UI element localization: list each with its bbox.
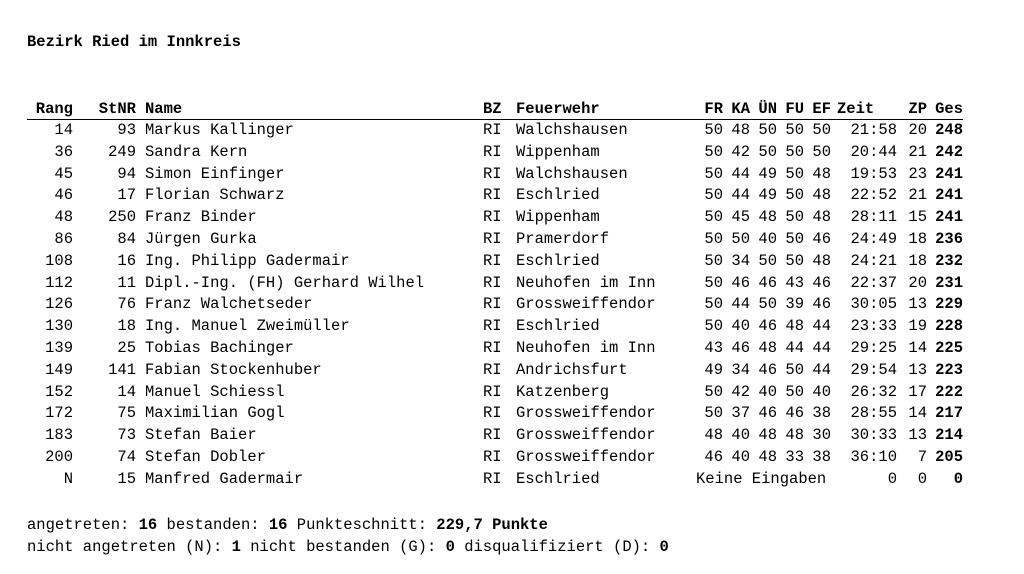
cell-rang: 200: [45, 447, 73, 466]
cell-ka: 40: [731, 447, 750, 466]
cell-zp: 23: [908, 164, 927, 183]
cell-zp: 18: [908, 251, 927, 270]
cell-name: Tobias Bachinger: [145, 338, 294, 357]
cell-zeit: 24:21: [850, 251, 897, 270]
cell-stnr: 17: [117, 186, 136, 205]
cell-zp: 17: [908, 382, 927, 401]
cell-ka: 34: [731, 251, 750, 270]
cell-bz: RI: [483, 164, 502, 183]
cell-bz: RI: [483, 317, 502, 336]
cell-feuerwehr: Eschlried: [516, 251, 600, 270]
cell-zeit: 28:55: [850, 404, 897, 423]
cell-ka: 44: [731, 295, 750, 314]
cell-un: 46: [758, 404, 777, 423]
cell-ges: 0: [953, 469, 963, 488]
table-row: [27, 120, 963, 142]
cell-un: 49: [758, 186, 777, 205]
table-row: [27, 382, 963, 404]
cell-ges: 228: [935, 317, 963, 336]
cell-fu: 50: [785, 229, 804, 248]
cell-name: Franz Walchetseder: [145, 295, 313, 314]
cell-ges: 205: [935, 447, 963, 466]
cell-fr: 50: [704, 404, 723, 423]
cell-rang: 149: [45, 360, 73, 379]
col-stnr-header: StNR: [73, 100, 136, 120]
cell-feuerwehr: Walchshausen: [516, 121, 628, 139]
cell-fr: 50: [704, 142, 723, 161]
cell-name: Markus Kallinger: [145, 121, 294, 139]
cell-fr: 48: [704, 426, 723, 445]
cell-rang: N: [63, 469, 73, 488]
cell-bz: RI: [483, 447, 502, 466]
punkteschnitt-value: 229,7 Punkte: [436, 516, 548, 534]
cell-zp: 13: [908, 295, 927, 314]
cell-fu: 50: [785, 360, 804, 379]
cell-ef: 38: [812, 447, 831, 466]
cell-fr: 49: [704, 360, 723, 379]
cell-ef: 30: [812, 426, 831, 445]
cell-un: 48: [758, 208, 777, 227]
cell-name: Dipl.-Ing. (FH) Gerhard Wilhel: [145, 273, 425, 292]
cell-ef: 44: [812, 317, 831, 336]
cell-ges: 231: [935, 273, 963, 292]
cell-ka: 44: [731, 164, 750, 183]
cell-bz: RI: [483, 142, 502, 161]
cell-ges: 241: [935, 164, 963, 183]
cell-feuerwehr: Eschlried: [516, 469, 600, 488]
cell-un: 48: [758, 426, 777, 445]
cell-fu: 48: [785, 426, 804, 445]
cell-zeit: 21:58: [850, 121, 897, 139]
cell-ef: 40: [812, 382, 831, 401]
cell-ef: 48: [812, 186, 831, 205]
cell-stnr: 73: [117, 426, 136, 445]
cell-zp: 20: [908, 273, 927, 292]
cell-status: Keine Eingaben: [696, 469, 827, 488]
cell-ka: 45: [731, 208, 750, 227]
cell-name: Jürgen Gurka: [145, 229, 257, 248]
cell-name: Stefan Dobler: [145, 447, 266, 466]
cell-name: Franz Binder: [145, 208, 257, 227]
cell-fr: 50: [704, 186, 723, 205]
cell-zeit: 28:11: [850, 208, 897, 227]
cell-feuerwehr: Eschlried: [516, 317, 600, 336]
col-ef-header: EF: [804, 100, 831, 120]
cell-zeit: 26:32: [850, 382, 897, 401]
summary-line-1: [27, 516, 548, 534]
cell-ges: 232: [935, 251, 963, 270]
cell-ka: 46: [731, 273, 750, 292]
col-feuerwehr-header: Feuerwehr: [508, 100, 696, 120]
cell-ef: 48: [812, 251, 831, 270]
cell-rang: 152: [45, 382, 73, 401]
nicht-bestanden-value: 0: [445, 538, 455, 556]
cell-zeit: 24:49: [850, 229, 897, 248]
cell-bz: RI: [483, 469, 502, 488]
cell-name: Manfred Gadermair: [145, 469, 304, 488]
cell-zeit: 36:10: [850, 447, 897, 466]
cell-un: 50: [758, 251, 777, 270]
cell-ef: 46: [812, 229, 831, 248]
cell-zp: 13: [908, 426, 927, 445]
cell-fu: 50: [785, 382, 804, 401]
cell-ka: 40: [731, 426, 750, 445]
cell-rang: 139: [45, 338, 73, 357]
cell-zp: 21: [908, 186, 927, 205]
cell-zp: 0: [917, 469, 927, 488]
table-row: [27, 273, 963, 295]
cell-rang: 86: [54, 229, 73, 248]
cell-feuerwehr: Grossweiffendor: [516, 295, 656, 314]
table-row: [27, 338, 963, 360]
cell-ka: 42: [731, 142, 750, 161]
cell-ef: 50: [812, 142, 831, 161]
cell-un: 46: [758, 273, 777, 292]
cell-ges: 217: [935, 404, 963, 423]
cell-ka: 42: [731, 382, 750, 401]
cell-fr: 43: [704, 338, 723, 357]
col-ges-header: Ges: [927, 100, 963, 120]
cell-feuerwehr: Neuhofen im Inn: [516, 273, 656, 292]
col-rang-header: Rang: [27, 100, 73, 120]
cell-bz: RI: [483, 273, 502, 292]
cell-ges: 248: [935, 121, 963, 139]
cell-ef: 48: [812, 208, 831, 227]
cell-zp: 21: [908, 142, 927, 161]
cell-un: 46: [758, 360, 777, 379]
cell-fr: 50: [704, 208, 723, 227]
cell-feuerwehr: Walchshausen: [516, 164, 628, 183]
cell-rang: 112: [45, 273, 73, 292]
cell-bz: RI: [483, 382, 502, 401]
cell-stnr: 94: [117, 164, 136, 183]
cell-name: Fabian Stockenhuber: [145, 360, 322, 379]
table-row: [27, 294, 963, 316]
table-row: [27, 360, 963, 382]
cell-fr: 50: [704, 273, 723, 292]
results-table: [27, 100, 963, 491]
cell-fu: 43: [785, 273, 804, 292]
summary-line-2: [27, 538, 669, 556]
cell-feuerwehr: Grossweiffendor: [516, 404, 656, 423]
table-row: [27, 207, 963, 229]
cell-fu: 46: [785, 404, 804, 423]
cell-ef: 48: [812, 164, 831, 183]
punkteschnitt-label: Punkteschnitt:: [287, 516, 437, 534]
cell-fr: 50: [704, 317, 723, 336]
cell-ges: 214: [935, 426, 963, 445]
cell-un: 48: [758, 447, 777, 466]
cell-zeit: 30:05: [850, 295, 897, 314]
cell-fr: 50: [704, 164, 723, 183]
cell-fu: 50: [785, 186, 804, 205]
table-header-row: [27, 100, 963, 120]
cell-rang: 108: [45, 251, 73, 270]
cell-ka: 48: [731, 121, 750, 139]
cell-ges: 229: [935, 295, 963, 314]
cell-un: 40: [758, 229, 777, 248]
cell-bz: RI: [483, 121, 502, 139]
cell-ges: 241: [935, 186, 963, 205]
cell-feuerwehr: Wippenham: [516, 208, 600, 227]
cell-un: 50: [758, 295, 777, 314]
cell-ef: 46: [812, 273, 831, 292]
results-body: [27, 120, 963, 491]
cell-zeit: 30:33: [850, 426, 897, 445]
cell-stnr: 74: [117, 447, 136, 466]
cell-bz: RI: [483, 404, 502, 423]
cell-bz: RI: [483, 295, 502, 314]
cell-name: Sandra Kern: [145, 142, 248, 161]
cell-rang: 48: [54, 208, 73, 227]
cell-ka: 46: [731, 338, 750, 357]
cell-bz: RI: [483, 186, 502, 205]
cell-ef: 44: [812, 338, 831, 357]
cell-stnr: 18: [117, 317, 136, 336]
cell-fu: 50: [785, 208, 804, 227]
col-fr-header: FR: [696, 100, 723, 120]
cell-rang: 36: [54, 142, 73, 161]
cell-fu: 33: [785, 447, 804, 466]
cell-bz: RI: [483, 426, 502, 445]
cell-stnr: 14: [117, 382, 136, 401]
cell-ges: 223: [935, 360, 963, 379]
disqualifiziert-value: 0: [659, 538, 669, 556]
cell-fr: 50: [704, 251, 723, 270]
cell-fr: 50: [704, 229, 723, 248]
cell-feuerwehr: Grossweiffendor: [516, 447, 656, 466]
table-row: [27, 251, 963, 273]
cell-name: Stefan Baier: [145, 426, 257, 445]
cell-name: Maximilian Gogl: [145, 404, 285, 423]
col-fu-header: FU: [777, 100, 804, 120]
table-row: [27, 316, 963, 338]
cell-ef: 50: [812, 121, 831, 139]
cell-rang: 172: [45, 404, 73, 423]
cell-stnr: 141: [108, 360, 136, 379]
cell-stnr: 250: [108, 208, 136, 227]
cell-ges: 225: [935, 338, 963, 357]
cell-ka: 44: [731, 186, 750, 205]
cell-fu: 50: [785, 164, 804, 183]
cell-rang: 46: [54, 186, 73, 205]
cell-rang: 126: [45, 295, 73, 314]
cell-un: 50: [758, 121, 777, 139]
cell-fu: 48: [785, 317, 804, 336]
page-title: Bezirk Ried im Innkreis: [27, 33, 241, 51]
col-un-header: ÜN: [750, 100, 777, 120]
cell-ef: 44: [812, 360, 831, 379]
cell-fu: 44: [785, 338, 804, 357]
cell-stnr: 249: [108, 142, 136, 161]
cell-ka: 50: [731, 229, 750, 248]
cell-zp: 14: [908, 404, 927, 423]
table-row: [27, 403, 963, 425]
cell-stnr: 25: [117, 338, 136, 357]
col-zp-header: ZP: [897, 100, 927, 120]
cell-fu: 50: [785, 142, 804, 161]
cell-fu: 50: [785, 251, 804, 270]
cell-name: Manuel Schiessl: [145, 382, 285, 401]
col-ka-header: KA: [723, 100, 750, 120]
cell-ges: 236: [935, 229, 963, 248]
cell-feuerwehr: Andrichsfurt: [516, 360, 628, 379]
table-row: [27, 164, 963, 186]
cell-stnr: 84: [117, 229, 136, 248]
bestanden-label: bestanden:: [157, 516, 269, 534]
cell-zeit: 22:52: [850, 186, 897, 205]
cell-zeit: 20:44: [850, 142, 897, 161]
table-row: [27, 425, 963, 447]
disqualifiziert-label: disqualifiziert (D):: [454, 538, 660, 556]
cell-feuerwehr: Katzenberg: [516, 382, 610, 401]
cell-feuerwehr: Neuhofen im Inn: [516, 338, 656, 357]
cell-fu: 39: [785, 295, 804, 314]
col-name-header: Name: [136, 100, 483, 120]
cell-zp: 18: [908, 229, 927, 248]
cell-zp: 20: [908, 121, 927, 139]
cell-fr: 50: [704, 295, 723, 314]
cell-zeit: 22:37: [850, 273, 897, 292]
cell-feuerwehr: Grossweiffendor: [516, 426, 656, 445]
cell-ges: 222: [935, 382, 963, 401]
cell-un: 49: [758, 164, 777, 183]
cell-bz: RI: [483, 360, 502, 379]
cell-ka: 37: [731, 404, 750, 423]
cell-name: Florian Schwarz: [145, 186, 285, 205]
nicht-angetreten-label: nicht angetreten (N):: [27, 538, 232, 556]
cell-stnr: 93: [117, 121, 136, 139]
cell-zp: 15: [908, 208, 927, 227]
cell-ges: 241: [935, 208, 963, 227]
cell-stnr: 11: [117, 273, 136, 292]
col-bz-header: BZ: [483, 100, 508, 120]
cell-ef: 38: [812, 404, 831, 423]
table-row: [27, 447, 963, 469]
cell-name: Simon Einfinger: [145, 164, 285, 183]
table-row: [27, 142, 963, 164]
cell-fr: 50: [704, 121, 723, 139]
cell-rang: 14: [54, 121, 73, 139]
cell-feuerwehr: Pramerdorf: [516, 229, 610, 248]
cell-bz: RI: [483, 338, 502, 357]
cell-zp: 19: [908, 317, 927, 336]
table-row: [27, 469, 963, 491]
cell-stnr: 75: [117, 404, 136, 423]
cell-ges: 242: [935, 142, 963, 161]
cell-bz: RI: [483, 229, 502, 248]
angetreten-value: 16: [138, 516, 158, 534]
col-zeit-header: Zeit: [831, 100, 897, 120]
cell-zeit: 29:25: [850, 338, 897, 357]
cell-zeit: 19:53: [850, 164, 897, 183]
cell-stnr: 76: [117, 295, 136, 314]
cell-bz: RI: [483, 208, 502, 227]
cell-fr: 46: [704, 447, 723, 466]
table-row: [27, 185, 963, 207]
table-row: [27, 229, 963, 251]
nicht-bestanden-label: nicht bestanden (G):: [240, 538, 446, 556]
cell-zp: 13: [908, 360, 927, 379]
cell-rang: 130: [45, 317, 73, 336]
cell-zp: 7: [917, 447, 927, 466]
cell-fr: 50: [704, 382, 723, 401]
cell-un: 46: [758, 317, 777, 336]
cell-feuerwehr: Wippenham: [516, 142, 600, 161]
angetreten-label: angetreten:: [27, 516, 139, 534]
bestanden-value: 16: [268, 516, 288, 534]
cell-zp: 14: [908, 338, 927, 357]
cell-un: 48: [758, 338, 777, 357]
cell-name: Ing. Philipp Gadermair: [145, 251, 350, 270]
cell-zeit: 29:54: [850, 360, 897, 379]
cell-name: Ing. Manuel Zweimüller: [145, 317, 350, 336]
cell-un: 40: [758, 382, 777, 401]
cell-zeit: 0: [887, 469, 897, 488]
cell-ka: 40: [731, 317, 750, 336]
cell-bz: RI: [483, 251, 502, 270]
cell-feuerwehr: Eschlried: [516, 186, 600, 205]
cell-stnr: 15: [117, 469, 136, 488]
cell-ef: 46: [812, 295, 831, 314]
cell-ka: 34: [731, 360, 750, 379]
cell-rang: 45: [54, 164, 73, 183]
cell-fu: 50: [785, 121, 804, 139]
nicht-angetreten-value: 1: [231, 538, 241, 556]
cell-rang: 183: [45, 426, 73, 445]
cell-stnr: 16: [117, 251, 136, 270]
cell-zeit: 23:33: [850, 317, 897, 336]
cell-un: 50: [758, 142, 777, 161]
